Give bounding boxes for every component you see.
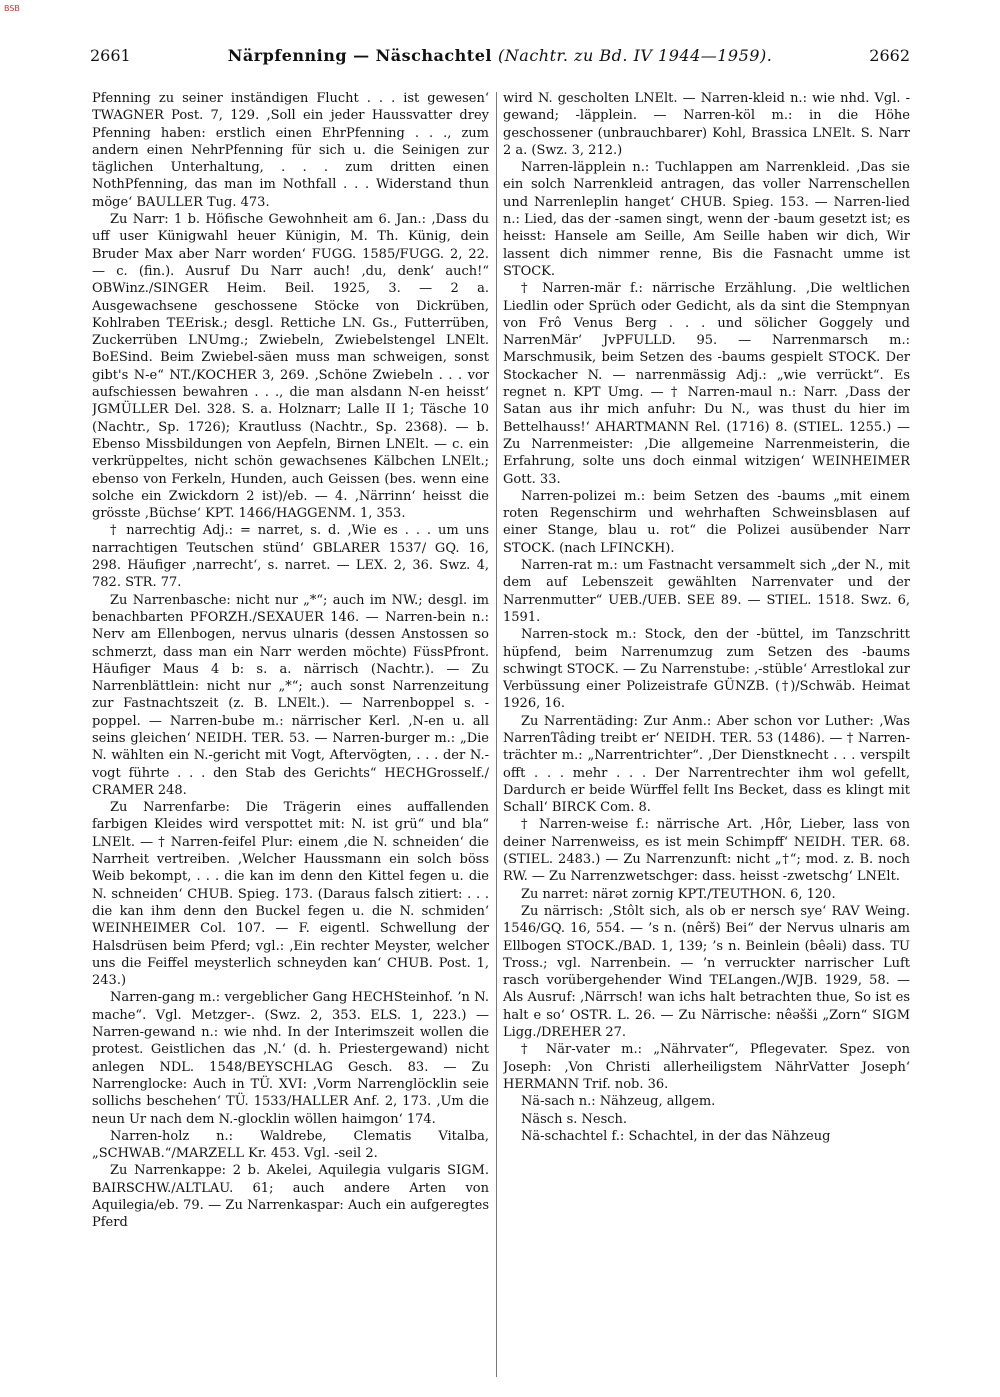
- dictionary-entry: Narren-stock m.: Stock, den der -büttel, im Tanzschritt hüpfend, beim Narrenumzug zum Setzen des -baums schwingt STOCK. — Zu Narrenstube: ‚-stüble‘ Arrestlokal zur Verbüssung einer Polizeistrafe GÜNZB. (†)/Schwäb. Heimat 1926, 16.: [503, 627, 910, 712]
- dictionary-entry: Zu Narr: 1 b. Höfische Gewohnheit am 6. Jan.: ‚Dass du uff user Künigwahl heuer Künigin, M. Th. Künig, dein Bruder Max aber Narr worden‘ FUGG. 1585/FUGG. 2, 22. — c. (fin.). Ausruf Du Narr auch! ‚du, denk‘ auch!“ OBWinz./SINGER Heim. Beil. 1925, 3. — 2 a. Ausgewachsene geschossene Stöcke von Dickrüben, Kohlraben TEErisk.; desgl. Rettiche LN. Gs., Futterrüben, Zuckerrüben LNUmg.; Zwiebeln, Zwiebelstengel LNElt. BoESind. Beim Zwiebel-säen muss man schweigen, sonst gibt's N-e“ NT./KOCHER 3, 269. ‚Schöne Zwiebeln . . . vor aufschiessen bewahren . . ., die man alsdann N-en heisst‘ JGMÜLLER Del. 328. S. a. Holznarr; Lalle II 1; Täsche 10 (Nachtr., Sp. 1726); Krautluss (Nachtr., Sp. 2368). — b. Ebenso Missbildungen von Aepfeln, Birnen LNElt. — c. ein verkrüppeltes, nicht schön gewachsenes Kälbchen LNElt.; ebenso von Ferkeln, Hunden, auch Geissen (bes. wenn eine solche ein Zwickdorn 2 ist)/eb. — 4. ‚Närrinn‘ heisst die grösste ‚Büchse‘ KPT. 1466/HAGGENM. 1, 353.: [92, 212, 489, 522]
- dictionary-entry: Näsch s. Nesch.: [521, 1111, 628, 1127]
- dictionary-entry: Narren-holz n.: Waldrebe, Clematis Vitalba, „SCHWAB.“/MARZELL Kr. 453. Vgl. -seil 2.: [92, 1128, 489, 1162]
- dictionary-entry: Zu närrisch: ‚Stôlt sich, als ob er nersch sye‘ RAV Weing. 1546/GQ. 16, 554. — ’s n. (nêrš) Bei“ der Nervus ulnaris am Ellbogen STOCK./BAD. 1, 139; ’s n. Beinlein (bêəli) dass. TU Tross.; vgl. Narrenbein. — ’n verruckter narrischer Luft rasch vorübergehender Wind TELangen./WJB. 1929, 58. — Als Ausruf: ‚Närrsch! wan ichs halt betrachten thue, So ist es halt e so‘ OSTR. L. 26. — Zu Närrische: nêəšši „Zorn“ SIGM Ligg./DREHER 27.: [503, 903, 910, 1041]
- dictionary-entry: † narrechtig Adj.: = narret, s. d. ‚Wie es . . . um uns narrachtigen Teutschen stünd‘ GBLARER 1537/ GQ. 16, 298. Häufiger ‚narrecht‘, s. narret. — LEX. 2, 36. Swz. 4, 782. STR. 77.: [92, 523, 489, 591]
- dictionary-entry: Zu Narrentäding: Zur Anm.: Aber schon vor Luther: ‚Was NarrenTâding treibt er‘ NEIDH. TER. 53 (1486). — † Narren-trächter m.: „Narrentrichter“. ‚Der Dienstknecht . . . verspilt offt . . . mehr . . . Der Narrentrechter ihm wol gefellt, Dardurch er beide Würffel fellt Ins Becket, dass es klingt mit Schall‘ BIRCK Com. 8.: [503, 713, 910, 816]
- column-divider: [496, 92, 497, 1377]
- dictionary-entry: Zu Narrenbasche: nicht nur „*“; auch im NW.; desgl. im benachbarten PFORZH./SEXAUER 146. — Narren-bein n.: Nerv am Ellenbogen, nervus ulnaris (dessen Anstossen so schmerzt, dass man ein Narr werden möchte) FüssPfront. Häufiger Maus 4 b: s. a. närrisch (Nachtr.). — Zu Narrenblättlein: nicht nur „*“; auch sonst Narrenzeitung zur Fastnachtszeit (z. B. LNElt.). — Narrenboppel s. -poppel. — Narren-bube m.: närrischer Kerl. ‚N-en u. all seins gleichen‘ NEIDH. TER. 53. — Narren-burger m.: „Die N. wählten ein N.-gericht mit Vogt, Aftervögten, . . . der N.-vogt führte . . . den Stab des Gerichts“ HECHGrosself./ CRAMER 248.: [92, 592, 489, 798]
- dictionary-entry: wird N. gescholten LNElt. — Narren-kleid n.: wie nhd. Vgl. -gewand; -läpplein. — Narren-köl m.: in die Höhe geschossener (unbrauchbarer) Kohl, Brassica LNElt. S. Narr 2 a. (Swz. 3, 212.): [503, 91, 910, 158]
- page-title: [90, 46, 910, 65]
- right-column: [503, 90, 910, 1380]
- dictionary-entry: Zu Narrenfarbe: Die Trägerin eines auffallenden farbigen Kleides wird verspottet mit: N. ist grü“ und bla“ LNElt. — † Narren-feifel Plur: einem ‚die N. schneiden‘ die Narrheit vertreiben. ‚Welcher Haussmann ein solch böss Weib bekompt, . . . die kan im denn den Kittel fegen u. die N. schneiden‘ CHUB. Spieg. 173. (Daraus falsch zitiert: . . . die kan ihm denn den Buckel fegen u. die N. schmiden‘ WEINHEIMER Col. 107. — F. eigentl. Schwellung der Halsdrüsen beim Pferd; vgl.: ‚Ein rechter Meyster, welcher uns die Feiffel meysterlich schneyden kan‘ CHUB. Post. 1, 243.): [92, 800, 489, 989]
- dictionary-entry: Zu Narrenkappe: 2 b. Akelei, Aquilegia vulgaris SIGM. BAIRSCHW./ALTLAU. 61; auch andere Arten von Aquilegia/eb. 79. — Zu Narrenkaspar: Auch ein aufgeregtes Pferd: [92, 1163, 489, 1231]
- dictionary-entry: † Narren-weise f.: närrische Art. ‚Hôr, Lieber, lass von deiner Narrenweiss, es ist mein Schimpff‘ NEIDH. TER. 68. (STIEL. 2483.) — Zu Narrenzunft: nicht „†“; mod. z. B. noch RW. — Zu Narrenzwetschger: dass. heisst -zwetschg‘ LNElt.: [503, 817, 910, 885]
- headword-range: Närpfenning — Näschachtel: [227, 46, 492, 65]
- library-mark: BSB: [4, 4, 20, 13]
- page-number-left: 2661: [90, 46, 131, 65]
- dictionary-entry: Nä-schachtel f.: Schachtel, in der das Nähzeug: [521, 1128, 831, 1144]
- dictionary-entry: Nä-sach n.: Nähzeug, allgem.: [521, 1094, 716, 1110]
- page-header: [90, 46, 910, 70]
- left-column: [92, 90, 489, 1380]
- dictionary-entry: † När-vater m.: „Nährvater“, Pflegevater. Spez. von Joseph: ‚Von Christi allerheiligstem NährVatter Joseph‘ HERMANN Trif. nob. 36.: [503, 1042, 910, 1092]
- page-number-right: 2662: [869, 46, 910, 65]
- dictionary-entry: Pfenning zu seiner inständigen Flucht . . . ist gewesen‘ TWAGNER Post. 7, 129. ‚Soll ein jeder Haussvatter drey Pfenning haben: erstlich einen EhrPfenning . . ., zum andern einen NehrPfenning für sich u. die Seinigen zur täglichen Unterhaltung, . . . zum dritten einen NothPfenning, das man im Nothfall . . . Widerstand thun möge‘ BAULLER Tug. 473.: [92, 91, 489, 210]
- dictionary-entry: Narren-gang m.: vergeblicher Gang HECHSteinhof. ’n N. mache“. Vgl. Metzger-. (Swz. 2, 353. ELS. 1, 223.) — Narren-gewand n.: wie nhd. In der Interimszeit wollen die protest. Geistlichen das ‚N.‘ (d. h. Priestergewand) nicht anlegen NDL. 1548/BEYSCHLAG Gesch. 83. — Zu Narrenglocke: Auch in TÜ. XVI: ‚Vorm Narrenglöcklin seie sollichs beschehen‘ TÜ. 1533/HALLER Anf. 2, 173. ‚Um die neun Ur nach dem N.-glocklin wöllen haimgon‘ 174.: [92, 990, 489, 1127]
- dictionary-entry: Narren-rat m.: um Fastnacht versammelt sich „der N., mit dem auf Lebenszeit gewählten Narrenvater und der Narrenmutter“ UEB./UEB. SEE 89. — STIEL. 1518. Swz. 6, 1591.: [503, 558, 910, 625]
- volume-note: (Nachtr. zu Bd. IV 1944—1959).: [498, 46, 773, 65]
- dictionary-entry: Narren-läpplein n.: Tuchlappen am Narrenkleid. ‚Das sie ein solch Narrenkleid antragen, das voller Narrenschellen und Narrenleplin hanget‘ CHUB. Spieg. 153. — Narren-lied n.: Lied, das der -samen singt, wenn der -baum gesetzt ist; es heisst: Hansele am Seille, Am Seille haben wir dich, Wir lassent dich nimmer renne, Bis die Fasnacht umme ist STOCK.: [503, 160, 910, 279]
- dictionary-entry: Zu narret: närət zornig KPT./TEUTHON. 6, 120.: [521, 886, 836, 902]
- dictionary-entry: Narren-polizei m.: beim Setzen des -baums „mit einem roten Regenschirm und wehrhaften Schweinsblasen auf einer Stange, blau u. rot“ die Polizei ausübender Narr STOCK. (nach LFINCKH).: [503, 488, 910, 556]
- dictionary-entry: † Narren-mär f.: närrische Erzählung. ‚Die weltlichen Liedlin oder Sprüch oder Gedicht, als da sint die Stempnyan von Frô Venus Berg . . . und sölicher Goggely und NarrenMär‘ JvPFULLD. 95. — Narrenmarsch m.: Marschmusik, beim Setzen des -baums gespielt STOCK. Der Stockacher N. — narrenmässig Adj.: „wie verrückt“. Es regnet n. KPT Umg. — † Narren-maul n.: Narr. ‚Dass der Satan aus ihr mich anfuhr: Du N., was thust du hier im Bettelhauss!‘ AHARTMANN Rel. (1716) 8. (STIEL. 1255.) — Zu Narrenmeister: ‚Die allgemeine Narrenmeisterin, die Erfahrung, solte uns doch einmal witzigen‘ WEINHEIMER Gott. 33.: [503, 281, 910, 487]
